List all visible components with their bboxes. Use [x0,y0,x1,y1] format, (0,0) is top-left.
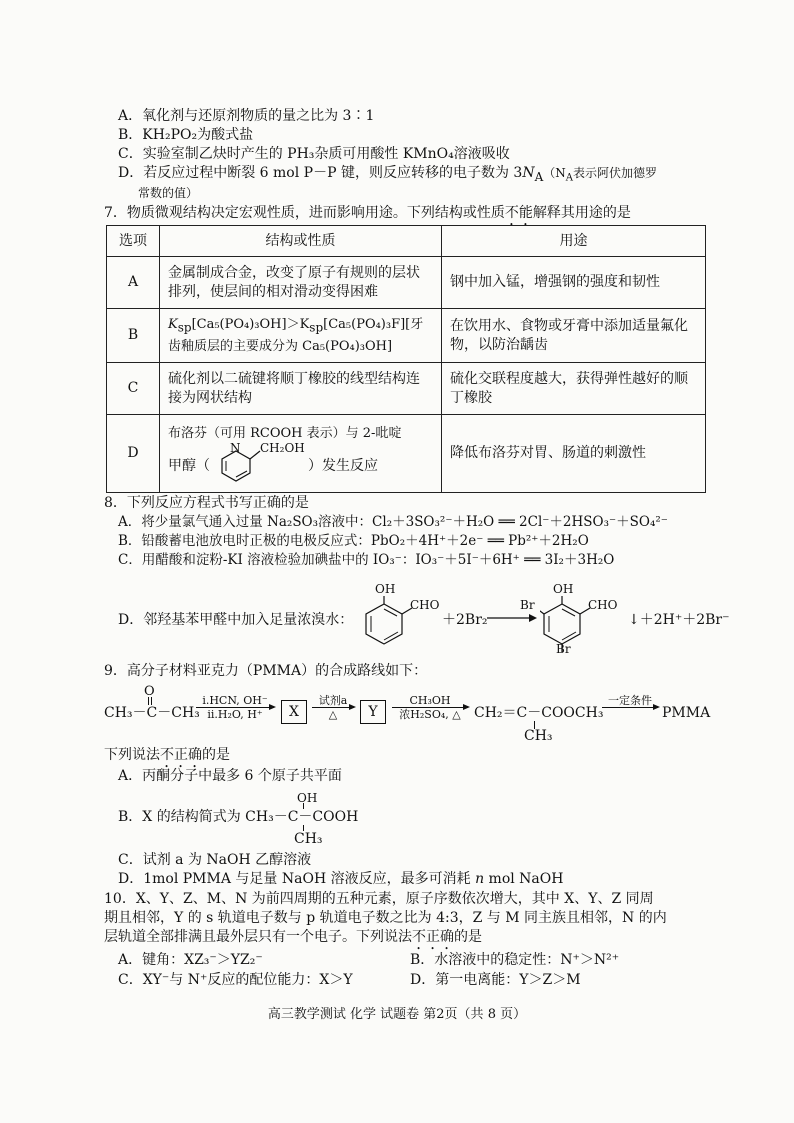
q7-ksp1-k: K [168,316,178,332]
q9-option-b-oh: OH [297,791,318,805]
q9-acetone: CH₃－C－CH₃ [104,705,200,721]
q9-option-d [118,870,563,888]
q7-table-header [107,226,706,257]
q9-step2-bottom: △ [328,708,338,721]
q7-ksp1-sub: sp [177,320,192,335]
q10-stem-line1: 10．X、Y、Z、M、N 为前四周期的五种元素，原子序数依次增大，其中 X、Y、Z 同周 [104,891,654,907]
q9-arrow-step3 [392,694,468,721]
q8-product-oh: OH [553,582,574,596]
q7-stem-emphasis: 不能 [504,205,533,221]
q10-line3-pre: 层轨道全部排满且最外层只有一个电子。下列说法 [104,929,412,945]
q9-step3-bar [392,707,468,708]
q8-reactant-oh: OH [375,582,396,596]
q9-box-y [360,700,386,724]
q6-option-a: A．氧化剂与还原剂物质的量之比为 3∶1 [118,108,375,124]
q7-row-c-structure: 硫化剂以二硫键将顺丁橡胶的线型结构连接为网状结构 [160,363,442,415]
q7-row-d-use: 降低布洛芬对胃、肠道的刺激性 [442,415,706,493]
q10-line3-emphasis: 不正确 [412,929,454,945]
q9-step3-bottom: 浓H₂SO₄, △ [399,708,461,721]
q9-ask-post: 的是 [202,747,230,763]
q8-reactant-cho: CHO [410,598,440,612]
q9-carbonyl-o: O [144,684,155,699]
q9-mma: CH₂＝C－COOCH₃ [474,705,604,721]
q7-row-d-structure [160,415,442,493]
page-footer: 高三教学测试 化学 试题卷 第2页（共 8 页） [267,1007,527,1022]
q9-x-label: X [281,700,307,724]
q7-ksp-compare: [Ca₅(PO₄)₃OH]＞K [191,316,310,332]
q8-option-a: A．将少量氯气通入过量 Na₂SO₃溶液中：Cl₂＋3SO₃²⁻＋H₂O ══ 2Cl⁻＋2HSO₃⁻＋SO₄²⁻ [118,514,668,530]
q9-mma-ch3: CH₃ [524,728,553,744]
q7-ksp2-sub: sp [309,320,324,335]
q9-step3-top: CH₃OH [409,694,451,707]
q6-na-note [543,166,657,184]
q10-option-c: C．XY⁻与 N⁺反应的配位能力：X＞Y [118,972,353,988]
q7-row-d-line1: 布洛芬（可用 RCOOH 表示）与 2-吡啶 [168,426,402,441]
q7-stem-post: 解释其用途的是 [532,205,631,221]
q9-arrow-step1 [196,694,274,721]
q7-row-c [107,363,706,415]
q8-product-br-bottom: Br [556,642,571,656]
q9-step4-bar [602,707,658,708]
q7-row-d [107,415,706,493]
q9-ask-pre: 下列说法 [104,747,160,763]
q7-row-d-text-a: 甲醇（ [168,458,210,474]
q6-na-sub: A [534,169,544,184]
q7-row-b-structure [160,309,442,363]
q7-row-a-use: 钢中加入锰，增强钢的强度和韧性 [442,257,706,309]
q9-option-a: A．丙酮分子中最多 6 个原子共平面 [118,768,342,784]
q6-option-c: C．实验室制乙炔时产生的 PH₃杂质可用酸性 KMnO₄溶液吸收 [118,146,510,162]
q7-stem-pre: 7．物质微观结构决定宏观性质，进而影响用途。下列结构或性质 [104,205,505,221]
q7-table [106,225,706,493]
q8-stem: 8．下列反应方程式书写正确的是 [104,495,309,511]
q7-row-b [107,309,706,363]
q6-na-paren-sub: A [565,172,573,184]
q7-row-c-option: C [107,363,160,415]
q9-step2-bar [312,707,354,708]
q8-product-br-left: Br [520,598,535,612]
q9-option-c: C．试剂 a 为 NaOH 乙醇溶液 [118,852,312,868]
q7-pyridine-ch2oh: CH₂OH [260,441,305,455]
q6-option-d-line2: 常数的值） [138,186,199,200]
q10-line3-post: 的是 [454,929,482,945]
q7-row-a-structure: 金属制成合金，改变了原子有规则的层状排列，使层间的相对滑动变得困难 [160,257,442,309]
q10-option-d: D．第一电离能：Y＞Z＞M [410,972,581,988]
q9-step1-top: i.HCN, OH⁻ [202,694,268,707]
q7-row-a [107,257,706,309]
q9-option-d-pre: D．1mol PMMA 与足量 NaOH 溶液反应，最多可消耗 [118,871,476,887]
q7-ksp-tail: [Ca₅(PO₄)₃F][牙齿釉质层的主要成分为 Ca₅(PO₄)₃OH] [168,316,424,355]
q9-y-label: Y [360,700,386,724]
q9-step1-bar [196,707,274,708]
q10-stem-line2: 期且相邻，Y 的 s 轨道电子数与 p 轨道电子数之比为 4:3，Z 与 M 同主族且相邻，N 的内 [104,910,667,926]
q9-step2-top: 试剂a [318,694,348,707]
q6-option-d-text: D．若反应过程中断裂 6 mol P－P 键，则反应转移的电子数为 3 [118,165,523,181]
q6-na-paren-tail: 表示阿伏加德罗 [572,166,657,180]
q9-option-d-post: mol NaOH [484,871,564,887]
q7-row-a-option: A [107,257,160,309]
q9-box-x [281,700,307,724]
q9-option-b: B．X 的结构简式为 CH₃－C－COOH [118,809,359,825]
q7-row-b-option: B [107,309,160,363]
q8-option-b: B．铅酸蓄电池放电时正极的电极反应式：PbO₂＋4H⁺＋2e⁻ ══ Pb²⁺＋2H₂O [118,533,589,549]
q10-option-a: A．键角：XZ₃⁻＞YZ₂⁻ [118,952,263,968]
q10-option-b: B．水溶液中的稳定性：N⁺＞N²⁺ [410,952,620,968]
q9-step4-top: 一定条件 [608,694,652,707]
q8-plus-br2: ＋2Br₂ [442,612,488,628]
q9-option-d-n: n [475,871,485,887]
q7-pyridine-n: N [230,441,241,455]
q6-na: N [522,165,535,181]
q6-option-d-line1 [118,164,657,187]
q9-stem: 9．高分子材料亚克力（PMMA）的合成路线如下： [104,663,428,679]
q9-option-b-ch3: CH₃ [294,831,323,847]
q7-row-b-use: 在饮用水、食物或牙膏中添加适量氟化物，以防治龋齿 [442,309,706,363]
q6-option-b: B．KH₂PO₂为酸式盐 [118,127,254,143]
q7-header-structure: 结构或性质 [160,226,442,257]
q7-header-use: 用途 [442,226,706,257]
q7-row-d-line2 [168,443,433,483]
q9-pmma: PMMA [662,705,711,721]
q8-product-cho: CHO [588,598,618,612]
q9-arrow-step4 [602,694,658,708]
q9-step1-bottom: ii.H₂O, H⁺ [207,708,263,721]
q7-row-c-use: 硫化交联程度越大，获得弹性越好的顺丁橡胶 [442,363,706,415]
q7-row-d-option: D [107,415,160,493]
q8-option-c: C．用醋酸和淀粉-KI 溶液检验加碘盐中的 IO₃⁻：IO₃⁻＋5I⁻＋6H⁺ ══ 3I₂＋3H₂O [118,552,615,568]
q7-row-d-text-b: ）发生反应 [308,458,378,474]
q8-option-d-label: D．邻羟基苯甲醛中加入足量浓溴水： [118,612,354,628]
q9-arrow-step2 [312,694,354,721]
q9-ask-emphasis: 不正确 [160,747,202,763]
q10-stem-line3 [104,928,482,953]
q7-header-option: 选项 [107,226,160,257]
q8-product-tail: ↓＋2H⁺＋2Br⁻ [628,612,730,628]
q6-na-paren: （N [543,166,566,180]
